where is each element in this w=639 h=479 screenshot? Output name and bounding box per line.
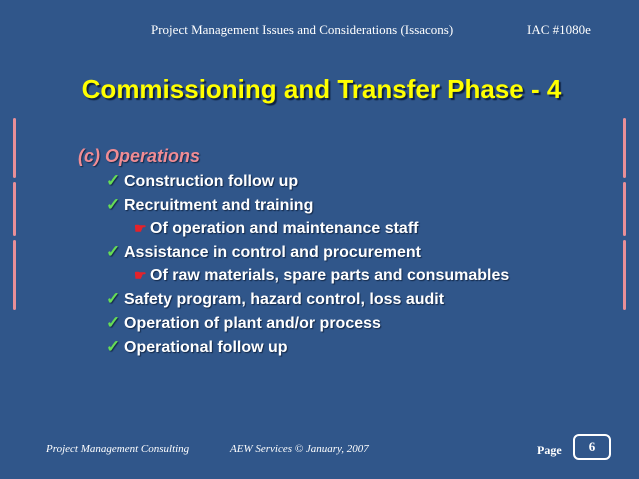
right-accent-bar [623, 182, 626, 236]
sub-bullet-item [134, 264, 509, 286]
left-accent-bar [13, 182, 16, 236]
bullet-item [106, 170, 298, 192]
bullet-text: Operational follow up [124, 339, 288, 356]
bullet-item [106, 241, 421, 263]
bullet-text: Of raw materials, spare parts and consumables [150, 267, 510, 284]
bullet-text: Of operation and maintenance staff [150, 220, 419, 237]
pointing-hand-icon: ☛ [134, 267, 147, 283]
page-label: Page [537, 443, 562, 457]
header-course-code: IAC #1080e [527, 22, 591, 37]
right-accent-bar [623, 240, 626, 310]
footer-copyright: AEW Services © January, 2007 [230, 443, 369, 455]
bullet-item [106, 312, 381, 334]
bullet-text: Operation of plant and/or process [124, 315, 381, 332]
bullet-text: Construction follow up [124, 173, 299, 190]
check-icon: ✓ [106, 195, 121, 214]
slide-title: Commissioning and Transfer Phase - 4 [81, 74, 562, 104]
bullet-text: Assistance in control and procurement [124, 244, 421, 261]
bullet-text: Recruitment and training [124, 197, 314, 214]
bullet-item [106, 336, 288, 358]
left-accent-bar [13, 118, 16, 178]
right-accent-bar [623, 118, 626, 178]
bullet-item [106, 288, 444, 310]
check-icon: ✓ [106, 289, 121, 308]
pointing-hand-icon: ☛ [134, 220, 147, 236]
check-icon: ✓ [106, 337, 121, 356]
section-heading: (c) Operations [78, 146, 201, 166]
footer-organization: Project Management Consulting [46, 443, 190, 455]
check-icon: ✓ [106, 313, 121, 332]
header-course-title: Project Management Issues and Considerations (Issacons) [151, 22, 454, 37]
sub-bullet-item [134, 217, 418, 239]
check-icon: ✓ [106, 242, 121, 261]
page-number-box [573, 434, 611, 460]
bullet-item [106, 194, 313, 216]
page-number: 6 [588, 439, 596, 454]
left-accent-bar [13, 240, 16, 310]
bullet-text: Safety program, hazard control, loss audit [124, 291, 445, 308]
check-icon: ✓ [106, 171, 121, 190]
